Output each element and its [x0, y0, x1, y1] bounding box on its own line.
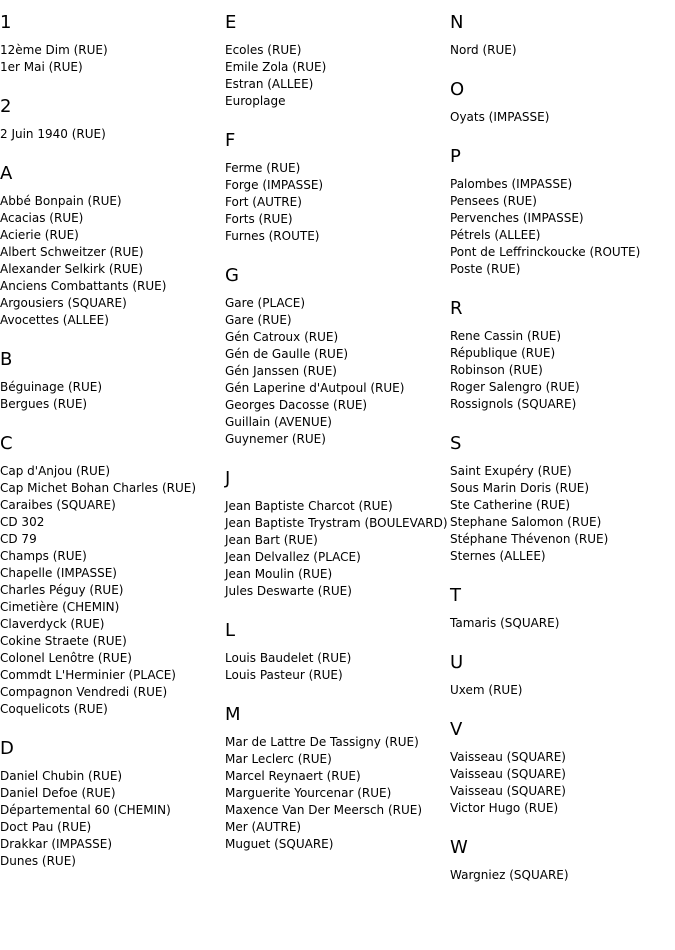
street-list: [225, 498, 450, 600]
street-item: Victor Hugo (RUE): [450, 801, 559, 815]
letter-section: [225, 130, 450, 245]
street-item: Mar Leclerc (RUE): [225, 752, 332, 766]
section-letter-heading: T: [450, 585, 461, 606]
street-item: Uxem (RUE): [450, 683, 523, 697]
street-item: Louis Pasteur (RUE): [225, 668, 343, 682]
street-item: Fort (AUTRE): [225, 195, 302, 209]
street-item: Cokine Straete (RUE): [0, 634, 127, 648]
letter-section: [225, 468, 450, 600]
letter-section: [450, 837, 675, 884]
street-list: [450, 749, 675, 817]
street-item: Commdt L'Herminier (PLACE): [0, 668, 176, 682]
street-item: Jules Deswarte (RUE): [225, 584, 352, 598]
street-list: [450, 42, 675, 59]
street-item: Forts (RUE): [225, 212, 293, 226]
letter-section: [450, 79, 675, 126]
street-item: Palombes (IMPASSE): [450, 177, 573, 191]
section-letter-heading: 2: [0, 96, 12, 117]
letter-section: [0, 12, 225, 76]
street-item: Gén de Gaulle (RUE): [225, 347, 349, 361]
street-item: Gén Laperine d'Autpoul (RUE): [225, 381, 405, 395]
street-item: Champs (RUE): [0, 549, 87, 563]
section-letter-heading: O: [450, 79, 465, 100]
street-item: Acierie (RUE): [0, 228, 79, 242]
street-item: Georges Dacosse (RUE): [225, 398, 368, 412]
letter-section: [225, 620, 450, 684]
street-item: Cap Michet Bohan Charles (RUE): [0, 481, 197, 495]
street-item: Mer (AUTRE): [225, 820, 302, 834]
street-item: 1er Mai (RUE): [0, 60, 83, 74]
street-item: Avocettes (ALLEE): [0, 313, 109, 327]
column-2: [225, 0, 450, 873]
street-item: Jean Baptiste Charcot (RUE): [225, 499, 393, 513]
section-letter-heading: J: [225, 468, 231, 489]
letter-section: [450, 298, 675, 413]
street-item: Stéphane Thévenon (RUE): [450, 532, 609, 546]
street-item: Gén Catroux (RUE): [225, 330, 339, 344]
street-item: Sous Marin Doris (RUE): [450, 481, 590, 495]
street-item: Pont de Leffrinckoucke (ROUTE): [450, 245, 641, 259]
letter-section: [225, 704, 450, 853]
street-item: Gare (PLACE): [225, 296, 306, 310]
section-letter-heading: A: [0, 163, 13, 184]
section-letter-heading: U: [450, 652, 464, 673]
street-item: Daniel Defoe (RUE): [0, 786, 116, 800]
letter-section: [225, 265, 450, 448]
street-item: Forge (IMPASSE): [225, 178, 324, 192]
section-letter-heading: W: [450, 837, 468, 858]
street-list: [0, 42, 225, 76]
street-item: Pervenches (IMPASSE): [450, 211, 584, 225]
street-item: Furnes (ROUTE): [225, 229, 320, 243]
street-list: [450, 867, 675, 884]
section-letter-heading: V: [450, 719, 463, 740]
street-item: Stephane Salomon (RUE): [450, 515, 602, 529]
street-item: Coquelicots (RUE): [0, 702, 108, 716]
street-item: Charles Péguy (RUE): [0, 583, 124, 597]
street-item: Marguerite Yourcenar (RUE): [225, 786, 392, 800]
street-item: Doct Pau (RUE): [0, 820, 92, 834]
street-item: Oyats (IMPASSE): [450, 110, 550, 124]
street-item: Louis Baudelet (RUE): [225, 651, 352, 665]
street-item: Colonel Lenôtre (RUE): [0, 651, 132, 665]
street-list: [450, 109, 675, 126]
street-item: Sternes (ALLEE): [450, 549, 546, 563]
street-item: Gén Janssen (RUE): [225, 364, 337, 378]
letter-section: [450, 146, 675, 278]
section-letter-heading: M: [225, 704, 241, 725]
street-item: Guillain (AVENUE): [225, 415, 332, 429]
street-list: [225, 42, 450, 110]
street-item: Maxence Van Der Meersch (RUE): [225, 803, 423, 817]
street-item: Rene Cassin (RUE): [450, 329, 562, 343]
section-letter-heading: L: [225, 620, 236, 641]
letter-section: [450, 719, 675, 817]
street-item: Béguinage (RUE): [0, 380, 103, 394]
street-item: Guynemer (RUE): [225, 432, 326, 446]
street-item: République (RUE): [450, 346, 556, 360]
street-item: CD 302: [0, 515, 45, 529]
street-item: Jean Baptiste Trystram (BOULEVARD): [225, 516, 448, 530]
street-item: Roger Salengro (RUE): [450, 380, 580, 394]
street-item: Claverdyck (RUE): [0, 617, 105, 631]
letter-section: [450, 585, 675, 632]
section-letter-heading: G: [225, 265, 239, 286]
street-item: Cimetière (CHEMIN): [0, 600, 120, 614]
street-item: Anciens Combattants (RUE): [0, 279, 167, 293]
street-item: 12ème Dim (RUE): [0, 43, 108, 57]
letter-section: [0, 433, 225, 718]
section-letter-heading: B: [0, 349, 13, 370]
letter-section: [0, 163, 225, 329]
column-3: [450, 0, 675, 904]
street-item: Estran (ALLEE): [225, 77, 314, 91]
street-item: Poste (RUE): [450, 262, 521, 276]
street-item: Bergues (RUE): [0, 397, 88, 411]
street-list: [0, 126, 225, 143]
street-list: [0, 463, 225, 718]
column-1: [0, 0, 225, 890]
street-item: Albert Schweitzer (RUE): [0, 245, 144, 259]
street-item: Ste Catherine (RUE): [450, 498, 571, 512]
street-list: [225, 734, 450, 853]
street-list: [225, 160, 450, 245]
street-item: 2 Juin 1940 (RUE): [0, 127, 106, 141]
section-letter-heading: C: [0, 433, 13, 454]
street-item: Robinson (RUE): [450, 363, 543, 377]
letter-section: [450, 12, 675, 59]
street-item: Argousiers (SQUARE): [0, 296, 127, 310]
street-item: Gare (RUE): [225, 313, 292, 327]
street-item: CD 79: [0, 532, 37, 546]
section-letter-heading: F: [225, 130, 236, 151]
street-item: Compagnon Vendredi (RUE): [0, 685, 168, 699]
section-letter-heading: S: [450, 433, 462, 454]
street-list: [0, 193, 225, 329]
street-item: Pensees (RUE): [450, 194, 537, 208]
street-item: Dunes (RUE): [0, 854, 76, 868]
section-letter-heading: N: [450, 12, 464, 33]
street-item: Ecoles (RUE): [225, 43, 302, 57]
street-item: Saint Exupéry (RUE): [450, 464, 572, 478]
street-list: [450, 615, 675, 632]
section-letter-heading: P: [450, 146, 461, 167]
street-item: Europlage: [225, 94, 286, 108]
street-item: Acacias (RUE): [0, 211, 84, 225]
street-item: Ferme (RUE): [225, 161, 301, 175]
street-item: Mar de Lattre De Tassigny (RUE): [225, 735, 419, 749]
street-item: Muguet (SQUARE): [225, 837, 334, 851]
street-item: Jean Moulin (RUE): [225, 567, 333, 581]
letter-section: [450, 652, 675, 699]
street-item: Daniel Chubin (RUE): [0, 769, 123, 783]
street-item: Pétrels (ALLEE): [450, 228, 541, 242]
street-list: [225, 650, 450, 684]
letter-section: [225, 12, 450, 110]
section-letter-heading: R: [450, 298, 463, 319]
street-item: Vaisseau (SQUARE): [450, 767, 566, 781]
letter-section: [0, 738, 225, 870]
street-list: [0, 379, 225, 413]
street-item: Jean Delvallez (PLACE): [225, 550, 361, 564]
street-list: [225, 295, 450, 448]
street-item: Wargniez (SQUARE): [450, 868, 569, 882]
street-item: Emile Zola (RUE): [225, 60, 327, 74]
section-letter-heading: E: [225, 12, 237, 33]
street-item: Cap d'Anjou (RUE): [0, 464, 111, 478]
section-letter-heading: D: [0, 738, 14, 759]
street-item: Tamaris (SQUARE): [450, 616, 560, 630]
letter-section: [0, 96, 225, 143]
street-item: Nord (RUE): [450, 43, 517, 57]
street-item: Marcel Reynaert (RUE): [225, 769, 361, 783]
street-item: Abbé Bonpain (RUE): [0, 194, 122, 208]
street-item: Jean Bart (RUE): [225, 533, 318, 547]
street-item: Vaisseau (SQUARE): [450, 750, 566, 764]
street-item: Alexander Selkirk (RUE): [0, 262, 143, 276]
street-list: [450, 682, 675, 699]
street-item: Départemental 60 (CHEMIN): [0, 803, 171, 817]
letter-section: [0, 349, 225, 413]
street-list: [450, 463, 675, 565]
street-item: Drakkar (IMPASSE): [0, 837, 113, 851]
street-item: Vaisseau (SQUARE): [450, 784, 566, 798]
street-item: Rossignols (SQUARE): [450, 397, 577, 411]
street-list: [0, 768, 225, 870]
letter-section: [450, 433, 675, 565]
section-letter-heading: 1: [0, 12, 12, 33]
street-item: Caraibes (SQUARE): [0, 498, 116, 512]
street-item: Chapelle (IMPASSE): [0, 566, 117, 580]
street-list: [450, 328, 675, 413]
street-list: [450, 176, 675, 278]
